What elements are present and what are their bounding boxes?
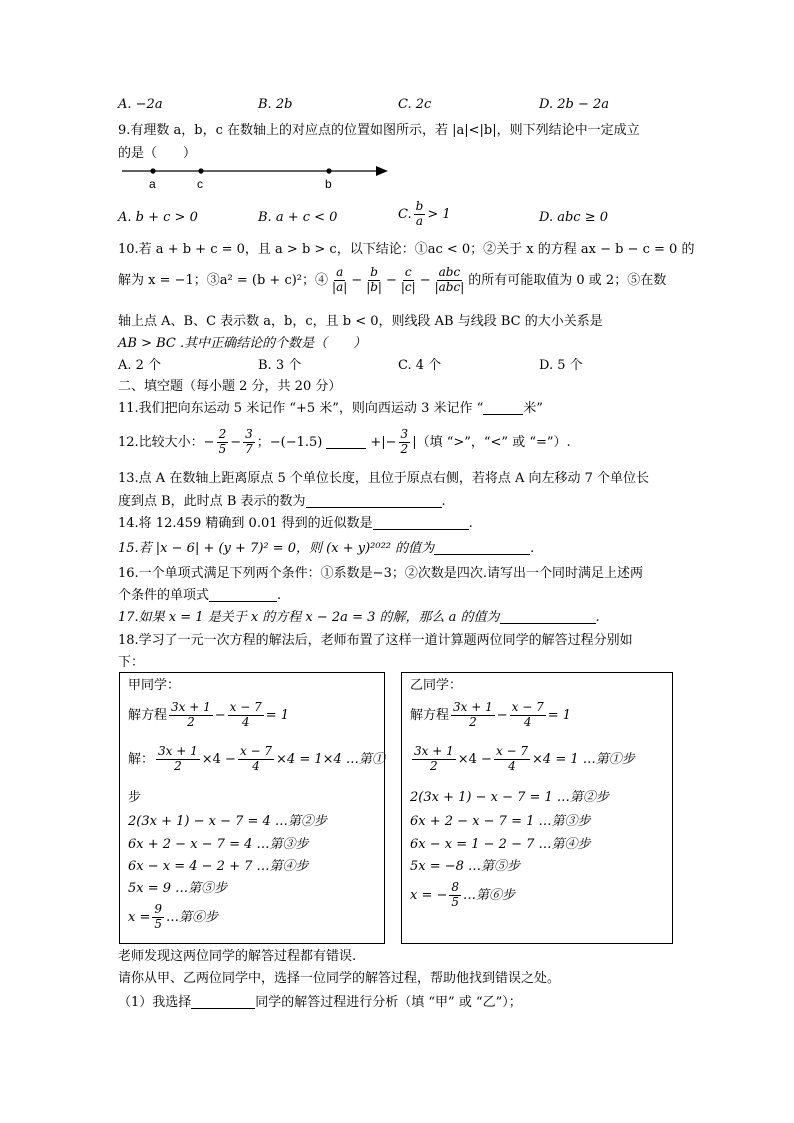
frac-numerator: abc — [438, 265, 461, 279]
minus-sign: − — [214, 707, 226, 723]
frac-3-7 — [243, 428, 255, 457]
minus-sign: − — [385, 272, 397, 288]
frac-b — [364, 266, 384, 295]
q9-option-c-prefix: C. — [398, 206, 412, 222]
frac-numerator: b — [415, 199, 424, 213]
frac-x-minus-7-over-4 — [228, 701, 264, 730]
q9-option-b: B. a + c < 0 — [258, 210, 338, 225]
q9-stem-line1: 9.有理数 a，b，c 在数轴上的对应点的位置如图所示，若 |a|<|b|，则下列结论中一定成立 — [118, 123, 640, 138]
q13-line1: 13.点 A 在数轴上距离原点 5 个单位长度，且位于原点右侧，若将点 A 向左移动 7 个单位长 — [118, 471, 650, 486]
sol-prefix: 解： — [128, 751, 155, 767]
minus-sign: − — [230, 434, 242, 450]
point-a — [150, 168, 155, 173]
frac-numerator: a — [336, 265, 344, 279]
frac-x-minus-7-over-4 — [238, 745, 274, 774]
q15: 15.若 |x − 6| + (y + 7)² = 0，则 (x + y)²⁰²² 的值为 . — [118, 541, 535, 556]
times-4: ×4 − — [201, 751, 236, 767]
frac-denominator: 2 — [187, 714, 195, 729]
jia-step4: 6x − x = 4 − 2 + 7 …第④步 — [128, 859, 309, 874]
q12-suffix: |（填 “>”，“<” 或 “=”）. — [412, 434, 571, 450]
number-line-arrow — [376, 166, 388, 176]
q9-option-a: A. b + c > 0 — [118, 210, 198, 225]
q12 — [118, 428, 571, 457]
times-4: ×4 − — [457, 751, 492, 767]
yi-step5: 5x = −8 …第⑤步 — [410, 859, 521, 874]
q18-line2: 下： — [118, 655, 145, 670]
frac-numerator: x − 7 — [229, 700, 262, 714]
frac-denominator: 2 — [400, 441, 409, 456]
jia-solution-box — [119, 672, 385, 944]
step6-tail: …第⑥步 — [463, 887, 516, 903]
frac-a — [330, 266, 349, 295]
jia-step1 — [128, 745, 385, 774]
frac-3x-plus-1-over-2 — [412, 745, 456, 774]
frac-numerator: 3x + 1 — [414, 744, 454, 758]
frac-abc — [433, 266, 467, 295]
frac-denominator: 5 — [451, 894, 460, 909]
jia-step5: 5x = 9 …第⑤步 — [128, 881, 228, 896]
frac-9-5 — [152, 903, 164, 932]
frac-denominator: |a| — [332, 279, 348, 294]
jia-step1-wrap: 步 — [128, 790, 142, 805]
q10-line2-start: 解为 x = −1；③a² = (b + c)²；④ — [118, 272, 329, 288]
frac-3x-plus-1-over-2 — [156, 745, 200, 774]
q13-text: 度到点 B，此时点 B 表示的数为 — [118, 494, 306, 509]
q11-text: 11.我们把向东运动 5 米记作 “+5 米”，则向西运动 3 米记作 “ — [118, 401, 484, 416]
jia-equation — [128, 701, 289, 730]
yi-step4: 6x − x = 1 − 2 − 7 …第④步 — [410, 837, 591, 852]
frac-denominator: 7 — [245, 441, 253, 456]
q10-line2-end: 的所有可能取值为 0 或 2；⑤在数 — [468, 272, 667, 288]
answer-blank[interactable] — [191, 996, 255, 1009]
q8-option-d: D. 2b − 2a — [539, 97, 609, 112]
eq-prefix: 解方程 — [410, 707, 450, 723]
label-a: a — [149, 177, 156, 191]
part1 — [118, 996, 522, 1009]
part1-text: （1）我选择 — [118, 995, 192, 1010]
q12-prefix: 12.比较大小：− — [118, 434, 215, 450]
frac-3x-plus-1-over-2 — [451, 701, 495, 730]
frac-numerator: 3x + 1 — [171, 700, 211, 714]
yi-title: 乙同学： — [410, 678, 463, 693]
eq-prefix: 解方程 — [128, 707, 168, 723]
q11 — [118, 402, 543, 415]
frac-numerator: x − 7 — [511, 700, 544, 714]
yi-step1 — [410, 745, 635, 774]
frac-denominator: 5 — [218, 441, 227, 456]
frac-3-2 — [399, 428, 411, 457]
answer-blank[interactable] — [483, 402, 523, 415]
answer-blank[interactable] — [209, 589, 277, 602]
q16-text: 个条件的单项式 — [118, 588, 210, 603]
q12-mid: ；−(−1.5) — [256, 434, 323, 450]
q12-abs-open: +|− — [370, 434, 397, 450]
q15-text: 15.若 |x − 6| + (y + 7)² = 0，则 (x + y)²⁰²² 的值为 — [118, 541, 435, 556]
q10-line3: 轴上点 A、B、C 表示数 a，b，c，且 b < 0，则线段 AB 与线段 BC 的大小关系是 — [118, 314, 603, 329]
q13-line2: 度到点 B，此时点 B 表示的数为 . — [118, 494, 446, 509]
minus-sign: − — [496, 707, 508, 723]
q14: 14.将 12.459 精确到 0.01 得到的近似数是 . — [118, 516, 473, 531]
q17-text: 17.如果 x = 1 是关于 x 的方程 x − 2a = 3 的解，那么 a 的值为 — [118, 610, 500, 625]
q10-line2 — [118, 266, 666, 295]
minus-sign: − — [419, 272, 431, 288]
frac-numerator: b — [370, 265, 378, 279]
frac-numerator: 3 — [400, 427, 409, 441]
frac-numerator: c — [404, 265, 412, 279]
step6-prefix: x = — [128, 909, 151, 925]
yi-step3: 6x + 2 − x − 7 = 1 …第③步 — [410, 814, 591, 829]
eq-rhs: = 1 — [547, 707, 572, 723]
step1-tail: ×4 = 1×4 …第① — [276, 751, 385, 767]
frac-denominator: 4 — [508, 758, 516, 773]
part1-text-end: 同学的解答过程进行分析（填 “甲” 或 “乙”）； — [255, 995, 522, 1010]
step1-tail: ×4 = 1 …第①步 — [532, 751, 635, 767]
frac-numerator: 3x + 1 — [453, 700, 493, 714]
yi-step6 — [410, 881, 515, 910]
frac-numerator: 9 — [154, 902, 162, 916]
yi-step2: 2(3x + 1) − x − 7 = 1 …第②步 — [410, 790, 609, 805]
point-c — [198, 168, 203, 173]
frac-denominator: 4 — [241, 714, 250, 729]
frac-3x-plus-1-over-2 — [169, 701, 213, 730]
q8-option-c: C. 2c — [398, 97, 432, 112]
instruction: 请你从甲、乙两位同学中，选择一位同学的解答过程，帮助他找到错误之处。 — [118, 971, 561, 986]
q17: 17.如果 x = 1 是关于 x 的方程 x − 2a = 3 的解，那么 a 的值为 . — [118, 610, 600, 625]
eq-rhs: = 1 — [265, 707, 290, 723]
q8-option-a: A. −2a — [118, 97, 163, 112]
frac-denominator: 2 — [430, 758, 438, 773]
q18-line1: 18.学习了一元一次方程的解法后，老师布置了这样一道计算题两位同学的解答过程分别如 — [118, 633, 633, 648]
frac-denominator: 2 — [469, 714, 477, 729]
yi-solution-box — [401, 672, 673, 944]
jia-step3: 6x + 2 − x − 7 = 4 …第③步 — [128, 837, 309, 852]
q10-line4: AB > BC .其中正确结论的个数是（ ） — [118, 336, 367, 351]
q10-option-b: B. 3 个 — [258, 358, 302, 373]
frac-2-5 — [217, 428, 229, 457]
frac-numerator: 2 — [218, 427, 227, 441]
frac-numerator: x − 7 — [239, 744, 273, 758]
q8-option-b: B. 2b — [258, 97, 293, 112]
frac-denominator: |abc| — [434, 279, 465, 294]
step6-prefix: x = − — [410, 887, 448, 903]
answer-blank[interactable] — [326, 436, 366, 449]
frac-8-5 — [449, 881, 461, 910]
fraction-b-over-a — [414, 200, 426, 229]
frac-numerator: 3 — [245, 427, 253, 441]
q10-option-a: A. 2 个 — [118, 358, 162, 373]
label-b: b — [325, 177, 332, 191]
answer-blank[interactable] — [500, 611, 596, 624]
answer-blank[interactable] — [306, 495, 442, 508]
jia-title: 甲同学： — [128, 678, 181, 693]
q16-line1: 16.一个单项式满足下列两个条件：①系数是−3；②次数是四次.请写出一个同时满足上述两 — [118, 566, 643, 581]
yi-equation — [410, 701, 571, 730]
jia-step2: 2(3x + 1) − x − 7 = 4 …第②步 — [128, 814, 327, 829]
label-c: c — [197, 177, 203, 191]
q11-text-end: 米” — [523, 401, 543, 416]
q9-stem-line2: 的是（ ） — [118, 146, 197, 161]
q10-option-d: D. 5 个 — [539, 358, 583, 373]
frac-denominator: a — [415, 213, 424, 228]
step6-tail: …第⑥步 — [166, 909, 219, 925]
q9-option-c-suffix: > 1 — [427, 206, 451, 222]
minus-sign: − — [351, 272, 363, 288]
q10-line1: 10.若 a + b + c = 0，且 a > b > c，以下结论：①ac < 0；②关于 x 的方程 ax − b − c = 0 的 — [118, 242, 695, 257]
q14-text: 14.将 12.459 精确到 0.01 得到的近似数是 — [118, 516, 373, 531]
section-title: 二、填空题（每小题 2 分，共 20 分） — [118, 379, 342, 394]
frac-numerator: x − 7 — [495, 744, 529, 758]
frac-denominator: 4 — [523, 714, 532, 729]
frac-denominator: |c| — [400, 279, 416, 294]
frac-denominator: 4 — [252, 758, 260, 773]
frac-x-minus-7-over-4 — [510, 701, 546, 730]
frac-denominator: |b| — [366, 279, 382, 294]
point-b — [326, 168, 331, 173]
q9-option-c — [398, 200, 451, 229]
frac-numerator: 8 — [451, 880, 460, 894]
q9-option-d: D. abc ≥ 0 — [539, 210, 609, 225]
frac-c — [399, 266, 418, 295]
frac-numerator: 3x + 1 — [158, 744, 198, 758]
answer-blank[interactable] — [434, 542, 530, 555]
teacher-note: 老师发现这两位同学的解答过程都有错误. — [118, 949, 357, 964]
frac-denominator: 5 — [154, 916, 162, 931]
q16-line2: 个条件的单项式 . — [118, 588, 282, 603]
q10-option-c: C. 4 个 — [398, 358, 442, 373]
jia-step6 — [128, 903, 218, 932]
answer-blank[interactable] — [373, 517, 469, 530]
frac-denominator: 2 — [174, 758, 182, 773]
frac-x-minus-7-over-4 — [494, 745, 530, 774]
